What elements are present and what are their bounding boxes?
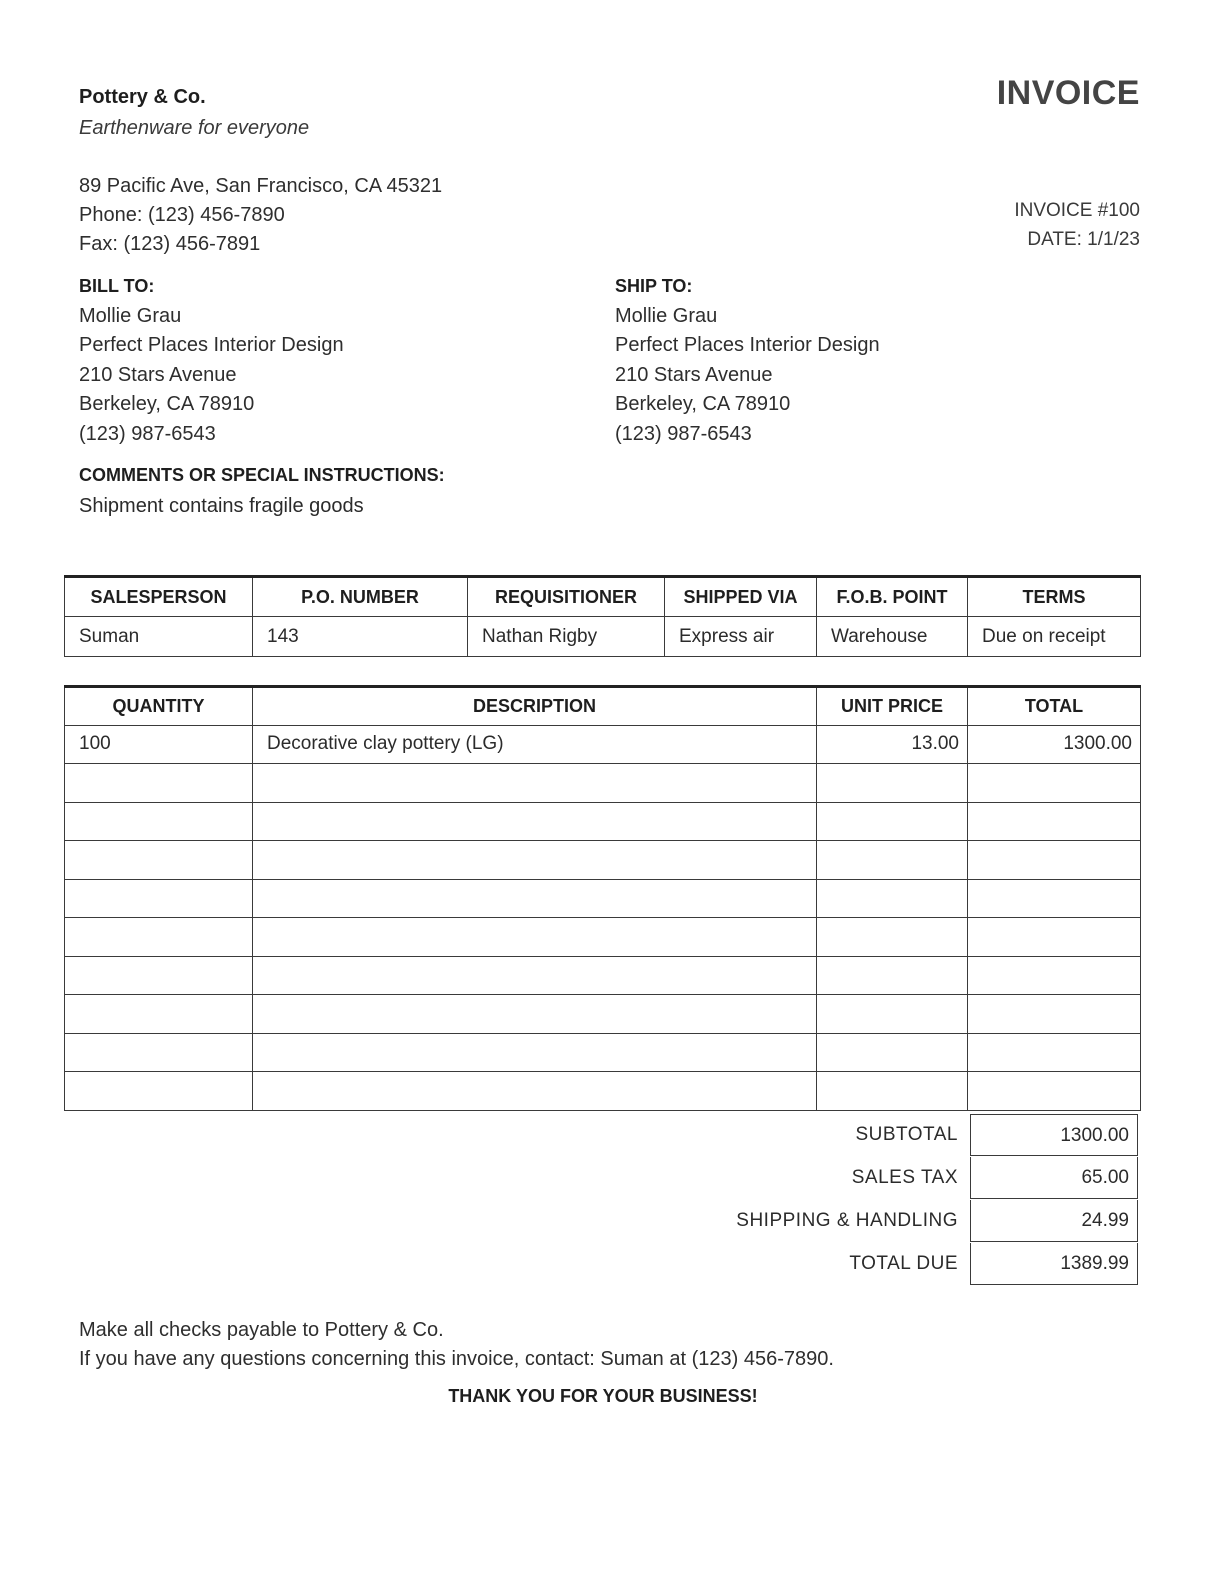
payable-note: Make all checks payable to Pottery & Co.	[79, 1319, 444, 1341]
header-fob-point: F.O.B. POINT	[817, 577, 968, 617]
line-item-row	[65, 1072, 1141, 1111]
header-description: DESCRIPTION	[253, 687, 817, 726]
line-item-total	[968, 1072, 1141, 1111]
header-requisitioner: REQUISITIONER	[468, 577, 665, 617]
line-item-total	[968, 879, 1141, 918]
line-items-header-row	[65, 687, 1141, 726]
line-item-quantity	[65, 1033, 253, 1072]
line-item-unit-price	[817, 956, 968, 995]
bill-to-name: Mollie Grau	[79, 304, 182, 327]
line-item-unit-price	[817, 841, 968, 880]
totals-section	[600, 1113, 1140, 1285]
order-info-value-row	[65, 617, 1141, 657]
shipping-label: SHIPPING & HANDLING	[736, 1209, 958, 1231]
company-contact	[79, 172, 442, 259]
line-item-total: 1300.00	[968, 725, 1141, 764]
subtotal-label: SUBTOTAL	[855, 1123, 958, 1145]
line-item-unit-price	[817, 918, 968, 957]
line-item-quantity: 100	[65, 725, 253, 764]
salesperson-value: Suman	[65, 617, 253, 657]
total-due-label: TOTAL DUE	[849, 1252, 958, 1274]
shipped-via-value: Express air	[665, 617, 817, 657]
line-item-row	[65, 1033, 1141, 1072]
footer-notes	[79, 1316, 834, 1374]
ship-to-company: Perfect Places Interior Design	[615, 334, 880, 356]
line-item-description	[253, 764, 817, 803]
header-po-number: P.O. NUMBER	[253, 577, 468, 617]
comments-header: COMMENTS OR SPECIAL INSTRUCTIONS:	[79, 465, 445, 485]
ship-to-phone: (123) 987-6543	[615, 422, 752, 445]
line-item-total	[968, 802, 1141, 841]
bill-to-city: Berkeley, CA 78910	[79, 393, 255, 415]
header-quantity: QUANTITY	[65, 687, 253, 726]
line-item-unit-price	[817, 995, 968, 1034]
ship-to-header: SHIP TO:	[615, 276, 693, 296]
company-fax: Fax: (123) 456-7891	[79, 233, 261, 255]
bill-to-company: Perfect Places Interior Design	[79, 334, 344, 356]
company-name: Pottery & Co.	[79, 86, 206, 108]
company-phone: Phone: (123) 456-7890	[79, 204, 285, 226]
line-item-total	[968, 918, 1141, 957]
line-items-table	[64, 685, 1141, 1111]
line-item-quantity	[65, 956, 253, 995]
line-item-quantity	[65, 918, 253, 957]
shipping-value: 24.99	[970, 1200, 1138, 1242]
line-item-description	[253, 956, 817, 995]
total-due-value: 1389.99	[970, 1243, 1138, 1285]
line-item-total	[968, 956, 1141, 995]
line-item-description	[253, 1033, 817, 1072]
invoice-meta	[1014, 196, 1140, 254]
order-info-header-row	[65, 577, 1141, 617]
terms-value: Due on receipt	[968, 617, 1141, 657]
line-item-total	[968, 841, 1141, 880]
contact-note: If you have any questions concerning this invoice, contact: Suman at (123) 456-7890.	[79, 1348, 834, 1370]
company-address: 89 Pacific Ave, San Francisco, CA 45321	[79, 175, 443, 197]
sales-tax-row	[600, 1156, 1140, 1199]
bill-to-block	[79, 272, 344, 449]
line-item-quantity	[65, 879, 253, 918]
line-item-description	[253, 841, 817, 880]
line-item-quantity	[65, 1072, 253, 1111]
order-info-table	[64, 575, 1141, 657]
line-item-row	[65, 956, 1141, 995]
line-item-row	[65, 841, 1141, 880]
invoice-number: INVOICE #100	[1014, 200, 1140, 221]
line-item-row	[65, 995, 1141, 1034]
line-item-unit-price	[817, 802, 968, 841]
ship-to-block	[615, 272, 880, 449]
line-item-row	[65, 725, 1141, 764]
header-terms: TERMS	[968, 577, 1141, 617]
invoice-date: DATE: 1/1/23	[1027, 229, 1140, 250]
po-number-value: 143	[253, 617, 468, 657]
line-item-total	[968, 995, 1141, 1034]
line-item-row	[65, 879, 1141, 918]
sales-tax-value: 65.00	[970, 1157, 1138, 1199]
comments-block	[79, 460, 445, 522]
line-item-quantity	[65, 841, 253, 880]
line-item-description	[253, 1072, 817, 1111]
line-item-unit-price	[817, 1033, 968, 1072]
line-item-quantity	[65, 995, 253, 1034]
ship-to-street: 210 Stars Avenue	[615, 363, 773, 386]
line-item-quantity	[65, 764, 253, 803]
line-item-unit-price	[817, 1072, 968, 1111]
line-item-total	[968, 764, 1141, 803]
header-shipped-via: SHIPPED VIA	[665, 577, 817, 617]
header-total: TOTAL	[968, 687, 1141, 726]
header-unit-price: UNIT PRICE	[817, 687, 968, 726]
line-item-unit-price	[817, 764, 968, 803]
comments-text: Shipment contains fragile goods	[79, 495, 364, 517]
line-item-description	[253, 879, 817, 918]
line-item-row	[65, 764, 1141, 803]
line-item-description: Decorative clay pottery (LG)	[253, 725, 817, 764]
subtotal-row	[600, 1113, 1140, 1156]
header-salesperson: SALESPERSON	[65, 577, 253, 617]
line-item-description	[253, 918, 817, 957]
bill-to-header: BILL TO:	[79, 276, 155, 296]
line-item-description	[253, 802, 817, 841]
fob-point-value: Warehouse	[817, 617, 968, 657]
line-item-total	[968, 1033, 1141, 1072]
shipping-row	[600, 1199, 1140, 1242]
ship-to-name: Mollie Grau	[615, 304, 718, 327]
line-item-unit-price	[817, 879, 968, 918]
requisitioner-value: Nathan Rigby	[468, 617, 665, 657]
thank-you-message: THANK YOU FOR YOUR BUSINESS!	[448, 1386, 758, 1406]
invoice-title: INVOICE	[996, 74, 1140, 112]
line-item-row	[65, 918, 1141, 957]
bill-to-phone: (123) 987-6543	[79, 422, 216, 445]
line-item-quantity	[65, 802, 253, 841]
total-due-row	[600, 1242, 1140, 1285]
sales-tax-label: SALES TAX	[851, 1166, 958, 1188]
line-item-unit-price: 13.00	[817, 725, 968, 764]
line-item-description	[253, 995, 817, 1034]
subtotal-value: 1300.00	[970, 1114, 1138, 1156]
bill-to-street: 210 Stars Avenue	[79, 363, 237, 386]
ship-to-city: Berkeley, CA 78910	[615, 393, 791, 415]
line-item-row	[65, 802, 1141, 841]
company-tagline: Earthenware for everyone	[79, 117, 310, 139]
